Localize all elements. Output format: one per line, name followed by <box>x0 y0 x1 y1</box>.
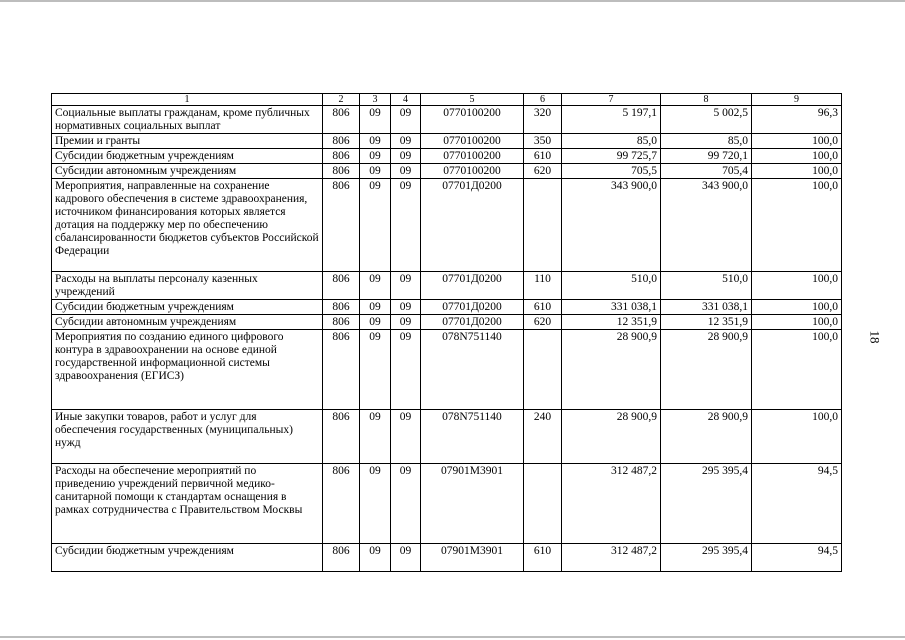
item-name-cell: Иные закупки товаров, работ и услуг для обеспечения государственных (муниципальных) нужд <box>52 410 323 464</box>
section-cell: 09 <box>360 330 391 410</box>
section-cell: 09 <box>360 134 391 149</box>
execution-percent-cell: 100,0 <box>752 179 842 272</box>
section-cell: 09 <box>360 544 391 572</box>
ministry-code-cell: 806 <box>323 300 360 315</box>
actual-amount-cell: 331 038,1 <box>661 300 752 315</box>
page-number: 18 <box>867 330 883 344</box>
table-row <box>52 315 842 330</box>
section-cell: 09 <box>360 106 391 134</box>
item-name-cell: Мероприятия, направленные на сохранение кадрового обеспечения в системе здравоохранения, источником финансирования которых является дотация на поддержку мер по обеспечению сбалансированности бюджетов субъектов Российской Федерации <box>52 179 323 272</box>
header-cell: 1 <box>52 94 323 106</box>
expense-type-cell: 350 <box>524 134 562 149</box>
target-article-cell: 0770100200 <box>421 164 524 179</box>
section-cell: 09 <box>360 464 391 544</box>
plan-amount-cell: 28 900,9 <box>562 410 661 464</box>
item-name-cell: Расходы на обеспечение мероприятий по приведению учреждений первичной медико-санитарной помощи к стандартам оснащения в рамках сотрудничества с Правительством Москвы <box>52 464 323 544</box>
target-article-cell: 0770100200 <box>421 106 524 134</box>
execution-percent-cell: 100,0 <box>752 315 842 330</box>
ministry-code-cell: 806 <box>323 410 360 464</box>
execution-percent-cell: 100,0 <box>752 272 842 300</box>
item-name-cell: Субсидии бюджетным учреждениям <box>52 300 323 315</box>
expense-type-cell: 240 <box>524 410 562 464</box>
ministry-code-cell: 806 <box>323 134 360 149</box>
item-name-cell: Мероприятия по созданию единого цифрового контура в здравоохранении на основе единой государственной информационной системы здравоохранения (ЕГИСЗ) <box>52 330 323 410</box>
section-cell: 09 <box>360 164 391 179</box>
table-row <box>52 179 842 272</box>
actual-amount-cell: 295 395,4 <box>661 544 752 572</box>
ministry-code-cell: 806 <box>323 330 360 410</box>
target-article-cell: 07701Д0200 <box>421 179 524 272</box>
target-article-cell: 0770100200 <box>421 149 524 164</box>
table-header-row <box>52 94 842 106</box>
target-article-cell: 07901М3901 <box>421 544 524 572</box>
header-cell: 9 <box>752 94 842 106</box>
ministry-code-cell: 806 <box>323 464 360 544</box>
section-cell: 09 <box>360 315 391 330</box>
table-row <box>52 272 842 300</box>
actual-amount-cell: 12 351,9 <box>661 315 752 330</box>
subsection-cell: 09 <box>391 149 421 164</box>
expense-type-cell <box>524 179 562 272</box>
scan-edge-top <box>0 0 905 2</box>
target-article-cell: 07701Д0200 <box>421 300 524 315</box>
section-cell: 09 <box>360 410 391 464</box>
ministry-code-cell: 806 <box>323 106 360 134</box>
target-article-cell: 078N751140 <box>421 330 524 410</box>
actual-amount-cell: 28 900,9 <box>661 410 752 464</box>
plan-amount-cell: 312 487,2 <box>562 544 661 572</box>
actual-amount-cell: 705,4 <box>661 164 752 179</box>
target-article-cell: 078N751140 <box>421 410 524 464</box>
expense-type-cell: 110 <box>524 272 562 300</box>
plan-amount-cell: 510,0 <box>562 272 661 300</box>
expense-type-cell <box>524 464 562 544</box>
actual-amount-cell: 343 900,0 <box>661 179 752 272</box>
ministry-code-cell: 806 <box>323 164 360 179</box>
item-name-cell: Субсидии бюджетным учреждениям <box>52 149 323 164</box>
actual-amount-cell: 510,0 <box>661 272 752 300</box>
table-row <box>52 300 842 315</box>
item-name-cell: Субсидии автономным учреждениям <box>52 315 323 330</box>
subsection-cell: 09 <box>391 410 421 464</box>
section-cell: 09 <box>360 179 391 272</box>
subsection-cell: 09 <box>391 272 421 300</box>
execution-percent-cell: 94,5 <box>752 544 842 572</box>
section-cell: 09 <box>360 300 391 315</box>
section-cell: 09 <box>360 149 391 164</box>
expense-type-cell: 320 <box>524 106 562 134</box>
subsection-cell: 09 <box>391 300 421 315</box>
execution-percent-cell: 100,0 <box>752 330 842 410</box>
header-cell: 5 <box>421 94 524 106</box>
plan-amount-cell: 85,0 <box>562 134 661 149</box>
subsection-cell: 09 <box>391 464 421 544</box>
ministry-code-cell: 806 <box>323 272 360 300</box>
subsection-cell: 09 <box>391 330 421 410</box>
item-name-cell: Социальные выплаты гражданам, кроме публичных нормативных социальных выплат <box>52 106 323 134</box>
subsection-cell: 09 <box>391 179 421 272</box>
plan-amount-cell: 12 351,9 <box>562 315 661 330</box>
execution-percent-cell: 100,0 <box>752 410 842 464</box>
actual-amount-cell: 5 002,5 <box>661 106 752 134</box>
target-article-cell: 07701Д0200 <box>421 315 524 330</box>
header-cell: 7 <box>562 94 661 106</box>
target-article-cell: 07901М3901 <box>421 464 524 544</box>
execution-percent-cell: 94,5 <box>752 464 842 544</box>
item-name-cell: Премии и гранты <box>52 134 323 149</box>
expense-type-cell: 610 <box>524 544 562 572</box>
execution-percent-cell: 96,3 <box>752 106 842 134</box>
table-row <box>52 330 842 410</box>
actual-amount-cell: 28 900,9 <box>661 330 752 410</box>
plan-amount-cell: 99 725,7 <box>562 149 661 164</box>
ministry-code-cell: 806 <box>323 544 360 572</box>
item-name-cell: Субсидии бюджетным учреждениям <box>52 544 323 572</box>
header-cell: 2 <box>323 94 360 106</box>
ministry-code-cell: 806 <box>323 179 360 272</box>
execution-percent-cell: 100,0 <box>752 300 842 315</box>
scan-edge-bottom <box>0 636 905 638</box>
plan-amount-cell: 5 197,1 <box>562 106 661 134</box>
expense-type-cell <box>524 330 562 410</box>
expense-type-cell: 610 <box>524 149 562 164</box>
expense-type-cell: 620 <box>524 315 562 330</box>
item-name-cell: Субсидии автономным учреждениям <box>52 164 323 179</box>
subsection-cell: 09 <box>391 544 421 572</box>
item-name-cell: Расходы на выплаты персоналу казенных учреждений <box>52 272 323 300</box>
actual-amount-cell: 99 720,1 <box>661 149 752 164</box>
execution-percent-cell: 100,0 <box>752 164 842 179</box>
target-article-cell: 0770100200 <box>421 134 524 149</box>
section-cell: 09 <box>360 272 391 300</box>
budget-table <box>51 93 842 572</box>
plan-amount-cell: 705,5 <box>562 164 661 179</box>
ministry-code-cell: 806 <box>323 315 360 330</box>
plan-amount-cell: 331 038,1 <box>562 300 661 315</box>
table-row <box>52 464 842 544</box>
execution-percent-cell: 100,0 <box>752 134 842 149</box>
budget-table-body <box>52 94 842 572</box>
plan-amount-cell: 343 900,0 <box>562 179 661 272</box>
expense-type-cell: 620 <box>524 164 562 179</box>
execution-percent-cell: 100,0 <box>752 149 842 164</box>
actual-amount-cell: 295 395,4 <box>661 464 752 544</box>
header-cell: 3 <box>360 94 391 106</box>
plan-amount-cell: 28 900,9 <box>562 330 661 410</box>
table-row <box>52 134 842 149</box>
subsection-cell: 09 <box>391 134 421 149</box>
header-cell: 8 <box>661 94 752 106</box>
subsection-cell: 09 <box>391 315 421 330</box>
subsection-cell: 09 <box>391 164 421 179</box>
table-row <box>52 544 842 572</box>
target-article-cell: 07701Д0200 <box>421 272 524 300</box>
table-row <box>52 149 842 164</box>
subsection-cell: 09 <box>391 106 421 134</box>
header-cell: 4 <box>391 94 421 106</box>
plan-amount-cell: 312 487,2 <box>562 464 661 544</box>
table-row <box>52 106 842 134</box>
table-row <box>52 164 842 179</box>
ministry-code-cell: 806 <box>323 149 360 164</box>
expense-type-cell: 610 <box>524 300 562 315</box>
header-cell: 6 <box>524 94 562 106</box>
table-row <box>52 410 842 464</box>
actual-amount-cell: 85,0 <box>661 134 752 149</box>
